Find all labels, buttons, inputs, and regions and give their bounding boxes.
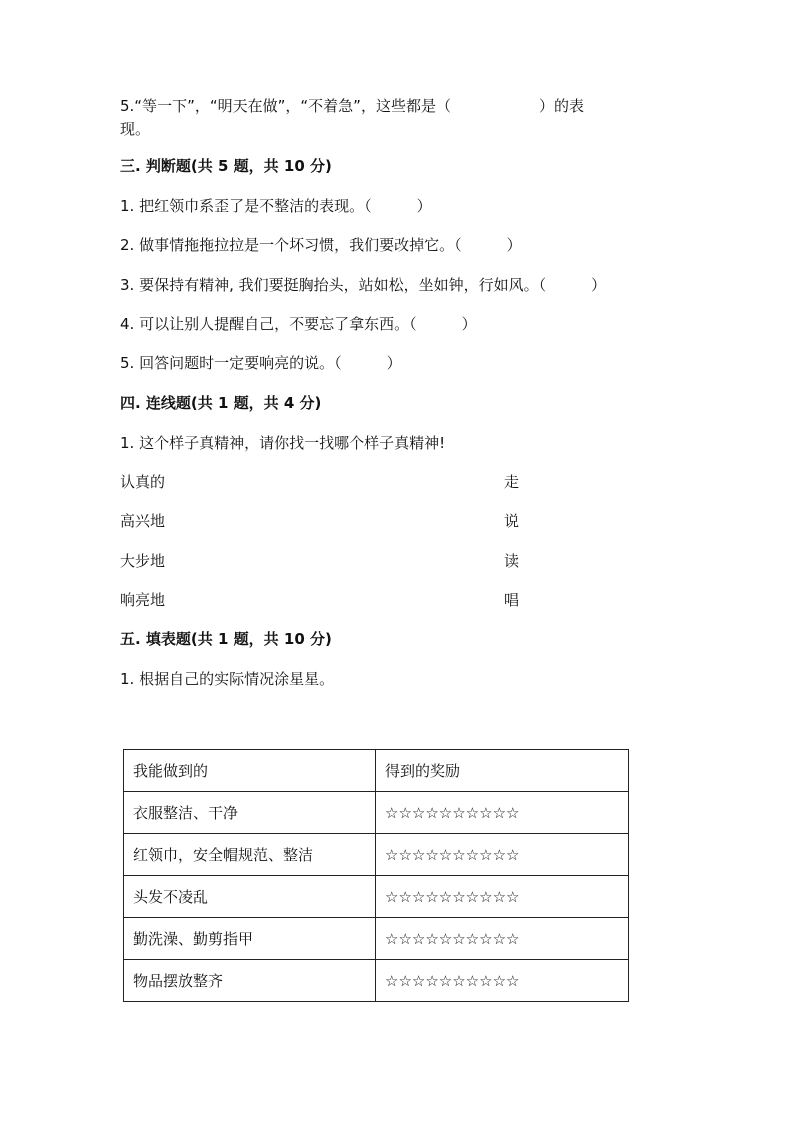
matching-left-item[interactable]: 认真的 bbox=[120, 473, 166, 491]
table-cell-stars[interactable]: ☆☆☆☆☆☆☆☆☆☆ bbox=[376, 792, 629, 834]
table-row bbox=[124, 834, 629, 876]
true-false-item-1: 1. 把红领巾系歪了是不整洁的表现。（ ） bbox=[120, 197, 432, 215]
table-row bbox=[124, 918, 629, 960]
table-row bbox=[124, 876, 629, 918]
table-cell-behavior: 头发不凌乱 bbox=[124, 876, 376, 918]
star-rating-table bbox=[123, 749, 629, 1002]
table-cell-behavior: 衣服整洁、干净 bbox=[124, 792, 376, 834]
matching-left-item[interactable]: 响亮地 bbox=[120, 591, 166, 609]
matching-right-item[interactable]: 走 bbox=[504, 473, 520, 491]
true-false-item-5: 5. 回答问题时一定要响亮的说。（ ） bbox=[120, 354, 402, 372]
matching-right-item[interactable]: 唱 bbox=[504, 591, 520, 609]
table-cell-stars[interactable]: ☆☆☆☆☆☆☆☆☆☆ bbox=[376, 876, 629, 918]
table-cell-behavior: 物品摆放整齐 bbox=[124, 960, 376, 1002]
section-heading-true-false: 三. 判断题(共 5 题，共 10 分) bbox=[120, 157, 332, 175]
matching-left-item[interactable]: 大步地 bbox=[120, 552, 166, 570]
fill-question-5 bbox=[120, 95, 584, 117]
true-false-item-4: 4. 可以让别人提醒自己，不要忘了拿东西。（ ） bbox=[120, 315, 477, 333]
matching-right-item[interactable]: 说 bbox=[504, 512, 520, 530]
table-header-cell: 我能做到的 bbox=[124, 750, 376, 792]
section-heading-matching: 四. 连线题(共 1 题，共 4 分) bbox=[120, 394, 322, 412]
table-row bbox=[124, 960, 629, 1002]
matching-question: 1. 这个样子真精神，请你找一找哪个样子真精神! bbox=[120, 434, 446, 452]
table-cell-stars[interactable]: ☆☆☆☆☆☆☆☆☆☆ bbox=[376, 918, 629, 960]
fill-question-5-text-a: 5.“等一下”，“明天在做”，“不着急”，这些都是（ bbox=[120, 97, 451, 115]
table-row bbox=[124, 792, 629, 834]
true-false-item-2: 2. 做事情拖拖拉拉是一个坏习惯，我们要改掉它。（ ） bbox=[120, 236, 522, 254]
matching-left-item[interactable]: 高兴地 bbox=[120, 512, 166, 530]
true-false-item-3: 3. 要保持有精神, 我们要挺胸抬头，站如松，坐如钟，行如风。（ ） bbox=[120, 276, 607, 294]
fill-question-5-text-b: ）的表 bbox=[538, 97, 584, 115]
table-header-cell: 得到的奖励 bbox=[376, 750, 629, 792]
table-cell-stars[interactable]: ☆☆☆☆☆☆☆☆☆☆ bbox=[376, 960, 629, 1002]
table-question: 1. 根据自己的实际情况涂星星。 bbox=[120, 670, 335, 688]
section-heading-table: 五. 填表题(共 1 题，共 10 分) bbox=[120, 630, 332, 648]
fill-question-5-continuation: 现。 bbox=[120, 120, 151, 138]
table-header-row bbox=[124, 750, 629, 792]
matching-right-item[interactable]: 读 bbox=[504, 552, 520, 570]
table-cell-behavior: 勤洗澡、勤剪指甲 bbox=[124, 918, 376, 960]
table-cell-behavior: 红领巾，安全帽规范、整洁 bbox=[124, 834, 376, 876]
table-cell-stars[interactable]: ☆☆☆☆☆☆☆☆☆☆ bbox=[376, 834, 629, 876]
